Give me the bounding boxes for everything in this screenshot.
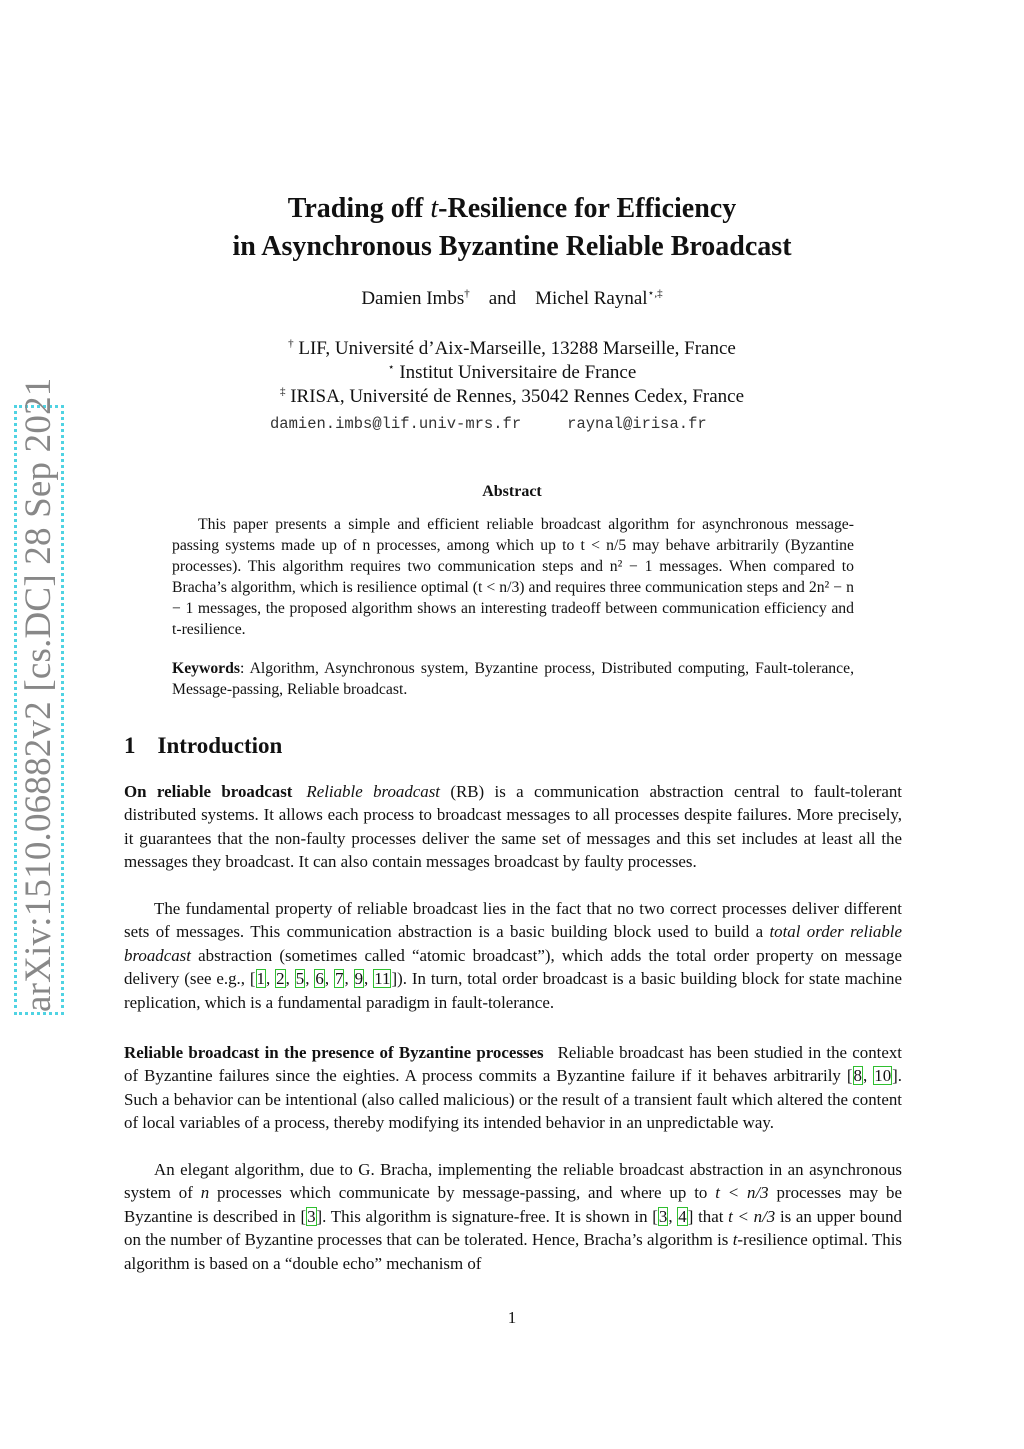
run-in-heading: On reliable broadcast	[124, 782, 293, 801]
email-raynal[interactable]: raynal@irisa.fr	[567, 415, 707, 433]
arxiv-stamp: arXiv:1510.06882v2 [cs.DC] 28 Sep 2021	[14, 405, 64, 1015]
page-number: 1	[507, 1308, 517, 1327]
paper-title: Trading off t-Resilience for Efficiency in Asynchronous Byzantine Reliable Broadcast	[232, 193, 792, 262]
paragraph-byzantine-processes: Reliable broadcast in the presence of Byzantine processes Reliable broadcast has been studied in the context of Byzantine failures since the eighties. A process commits a Byzantine failure if it behaves arbitrarily [8, 10]. Such a behavior can be intentional (also called malicious) or the result of a transient fault which altered the content of local variables of a process, thereby modifying its intended behavior in an unpredictable way.	[124, 1043, 903, 1133]
citation-link[interactable]: 11	[374, 969, 391, 989]
citation-link[interactable]: 5	[295, 969, 305, 989]
citation-link[interactable]: 7	[334, 969, 344, 989]
keywords: Keywords: Algorithm, Asynchronous system, Byzantine process, Distributed computing, Fault-tolerance, Message-passing, Reliable broadcast.	[172, 660, 854, 698]
math-expression: t < n/3	[728, 1206, 776, 1226]
citation-link[interactable]: 10	[874, 1066, 892, 1086]
affiliation-iuf: ⋆ Institut Universitaire de France	[387, 361, 637, 383]
citation-link[interactable]: 8	[853, 1066, 862, 1086]
citation-link[interactable]: 9	[354, 969, 364, 989]
author-imbs: Damien Imbs	[361, 288, 465, 309]
citation-link[interactable]: 6	[315, 969, 324, 989]
math-expression: t < n/3	[715, 1183, 769, 1203]
author-line: Damien Imbs† and Michel Raynal⋆,‡	[361, 287, 663, 309]
paragraph-reliable-broadcast: On reliable broadcast Reliable broadcast (RB) is a communication abstraction central to fault-tolerant distributed systems. It allows each process to broadcast messages to all processes despite failures. More precisely, it guarantees that the non-faulty processes deliver the same set of messages and this set includes at least all the messages they broadcast. It can also contain messages broadcast by faulty processes.	[124, 782, 902, 872]
paragraph-fundamental-property: The fundamental property of reliable broadcast lies in the fact that no two correct processes deliver different sets of messages. This communication abstraction is a basic building block used to build a total order reliable broadcast abstraction (sometimes called “atomic broadcast”), which adds the total order property on message delivery (see e.g., [1, 2, 5, 6, 7, 9, 11]). In turn, total order broadcast is a basic building block for state machine replication, which is a fundamental paradigm in fault-tolerance.	[124, 899, 902, 1012]
citation-link[interactable]: 4	[678, 1206, 687, 1226]
citation-link[interactable]: 3	[307, 1206, 316, 1226]
section-heading: 1 Introduction	[124, 733, 283, 758]
run-in-heading: Reliable broadcast in the presence of Byzantine processes	[124, 1043, 544, 1062]
citation-link[interactable]: 3	[658, 1206, 668, 1226]
citation-link[interactable]: 2	[276, 969, 285, 989]
email-imbs[interactable]: damien.imbs@lif.univ-mrs.fr	[270, 415, 522, 433]
abstract-heading: Abstract	[482, 483, 542, 500]
affiliation-irisa: ‡ IRISA, Université de Rennes, 35042 Rennes Cedex, France	[279, 385, 745, 407]
abstract-body: This paper presents a simple and efficient reliable broadcast algorithm for asynchronous message-passing systems made up of n processes, among which up to t < n/5 may behave arbitrarily (Byzantine processes). This algorithm requires two communication steps and n² − 1 messages. When compared to Bracha’s algorithm, which is resilience optimal (t < n/3) and requires three communication steps and 2n² − n − 1 messages, the proposed algorithm shows an interesting tradeoff between communication efficiency and t-resilience.	[172, 516, 854, 638]
paragraph-bracha-algorithm: An elegant algorithm, due to G. Bracha, implementing the reliable broadcast abstraction in an asynchronous system of n processes which communicate by message-passing, and where up to t < n/3 processes may be Byzantine is described in [3]. This algorithm is signature-free. It is shown in [3, 4] that t < n/3 is an upper bound on the number of Byzantine processes that can be tolerated. Hence, Bracha’s algorithm is t-resilience optimal. This algorithm is based on a “double echo” mechanism of	[124, 1160, 902, 1273]
affiliation-lif: † LIF, Université d’Aix-Marseille, 13288 Marseille, France	[288, 337, 736, 359]
citation-link[interactable]: 1	[256, 969, 265, 989]
author-emails	[270, 415, 753, 433]
author-raynal: Michel Raynal	[535, 288, 648, 309]
